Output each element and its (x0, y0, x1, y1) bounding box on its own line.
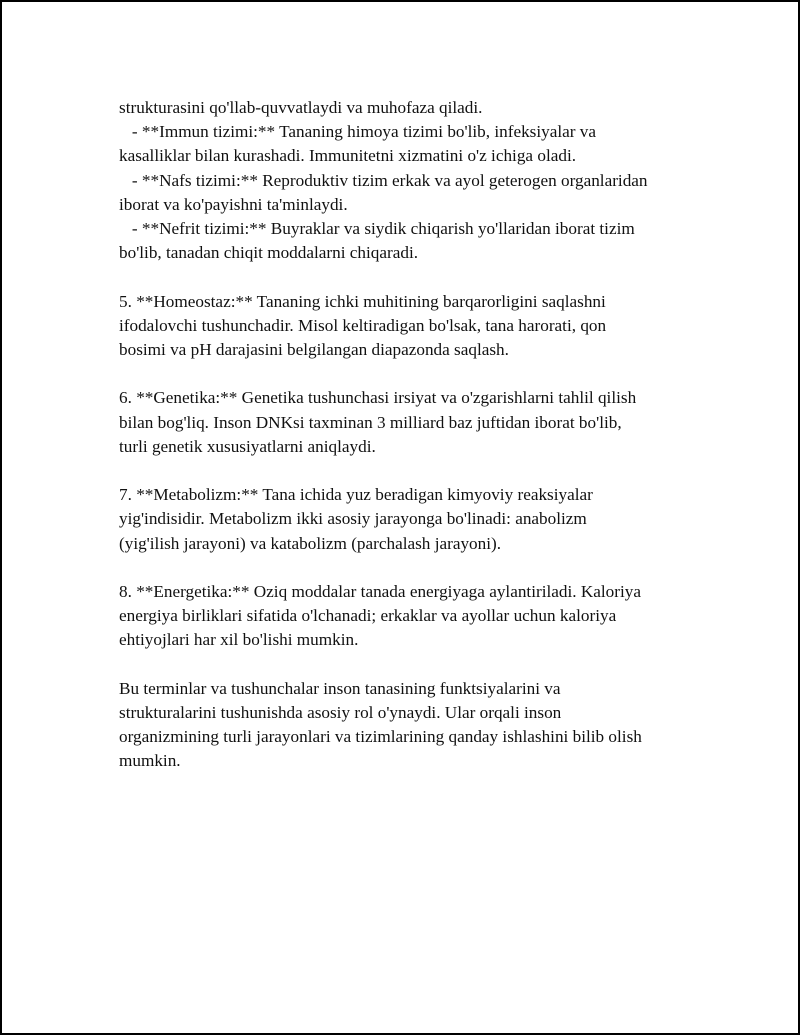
conclusion-paragraph (119, 677, 709, 774)
text-line: (yig'ilish jarayoni) va katabolizm (parchalash jarayoni). (119, 533, 502, 553)
text-line: 5. **Homeostaz:** Tananing ichki muhitining barqarorligini saqlashni (119, 291, 606, 311)
paragraph-gap (119, 265, 709, 289)
continuation-paragraph (119, 96, 709, 120)
text-line: 7. **Metabolizm:** Tana ichida yuz beradigan kimyoviy reaksiyalar (119, 485, 593, 505)
text-line: - **Nefrit tizimi:** Buyraklar va siydik chiqarish yo'llaridan iborat tizim (119, 219, 635, 239)
section-metabolizm (119, 483, 709, 556)
paragraph-gap (119, 556, 709, 580)
text-line: bilan bog'liq. Inson DNKsi taxminan 3 milliard baz juftidan iborat bo'lib, (119, 412, 622, 432)
text-line: strukturasini qo'llab-quvvatlaydi va muhofaza qiladi. (119, 98, 483, 117)
text-line: yig'indisidir. Metabolizm ikki asosiy jarayonga bo'linadi: anabolizm (119, 509, 587, 529)
section-genetika (119, 386, 709, 459)
text-line: bosimi va pH darajasini belgilangan diapazonda saqlash. (119, 340, 509, 360)
text-line: ehtiyojlari har xil bo'lishi mumkin. (119, 630, 359, 650)
paragraph-gap (119, 362, 709, 386)
text-line: - **Immun tizimi:** Tananing himoya tizimi bo'lib, infeksiyalar va (119, 122, 597, 142)
text-line: Bu terminlar va tushunchalar inson tanasining funktsiyalarini va (119, 678, 561, 698)
text-line: 6. **Genetika:** Genetika tushunchasi irsiyat va o'zgarishlarni tahlil qilish (119, 388, 637, 408)
text-line: 8. **Energetika:** Oziq moddalar tanada energiyaga aylantiriladi. Kaloriya (119, 582, 641, 601)
text-line: organizmining turli jarayonlari va tizimlarining qanday ishlashini bilib olish (119, 727, 642, 747)
list-item-nafs-tizimi (119, 169, 709, 217)
section-energetika (119, 580, 709, 653)
text-line: mumkin. (119, 751, 181, 771)
list-item-nefrit-tizimi (119, 217, 709, 265)
text-line: bo'lib, tanadan chiqit moddalarni chiqaradi. (119, 243, 419, 263)
text-line: turli genetik xususiyatlarni aniqlaydi. (119, 436, 376, 456)
text-line: ifodalovchi tushunchadir. Misol keltiradigan bo'lsak, tana harorati, qon (119, 315, 607, 335)
text-line: strukturalarini tushunishda asosiy rol o'ynaydi. Ular orqali inson (119, 703, 562, 722)
paragraph-gap (119, 653, 709, 677)
text-line: iborat va ko'payishni ta'minlaydi. (119, 194, 348, 214)
document-body (119, 96, 709, 774)
section-homeostaz (119, 290, 709, 363)
text-line: - **Nafs tizimi:** Reproduktiv tizim erkak va ayol geterogen organlaridan (119, 170, 648, 190)
list-item-immun-tizimi (119, 120, 709, 168)
paragraph-gap (119, 459, 709, 483)
text-line: energiya birliklari sifatida o'lchanadi; erkaklar va ayollar uchun kaloriya (119, 606, 617, 626)
text-line: kasalliklar bilan kurashadi. Immunitetni xizmatini o'z ichiga oladi. (119, 146, 577, 166)
